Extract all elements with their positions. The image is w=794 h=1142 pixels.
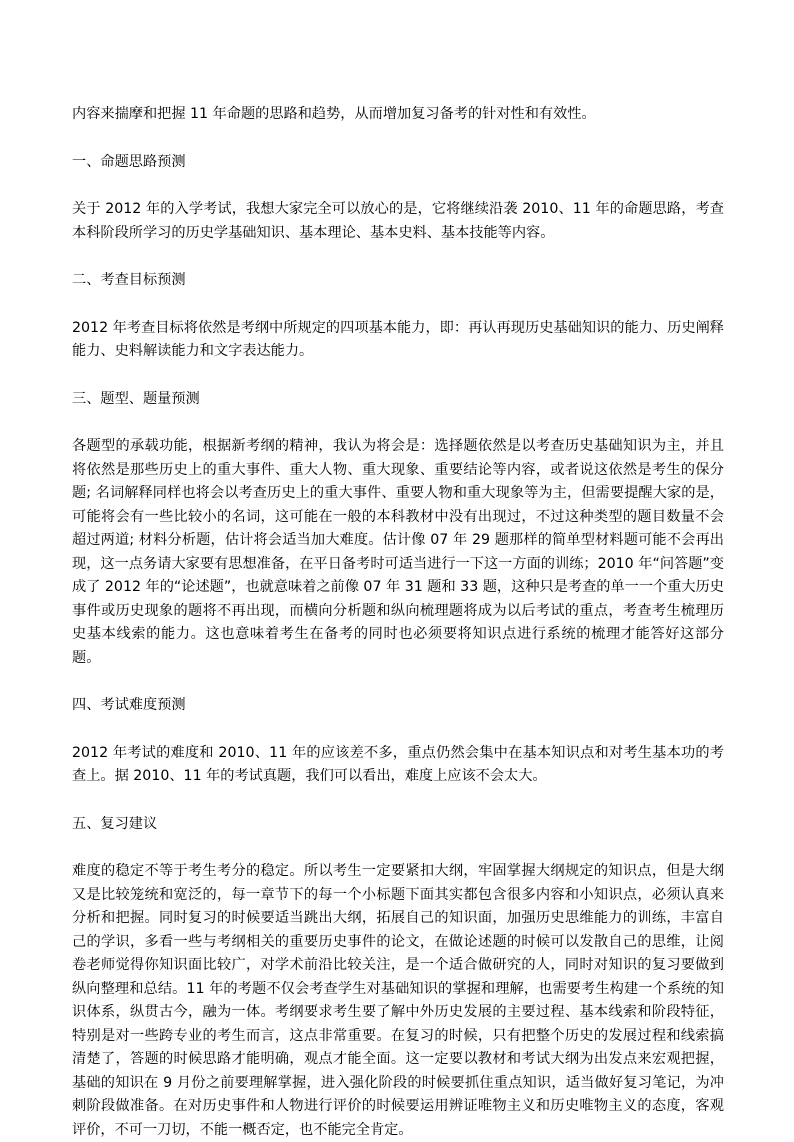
section-body-review-advice: 难度的稳定不等于考生考分的稳定。所以考生一定要紧扣大纲，牢固掌握大纲规定的知识点，但是大纲又是比较笼统和宽泛的，每一章节下的每一个小标题下面其实都包含很多内容和小知识点，必须认真来分析和把握。同时复习的时候要适当跳出大纲，拓展自己的知识面，加强历史思维能力的训练，丰富自己的学识，多看一些与考纲相关的重要历史事件的论文，在做论述题的时候可以发散自己的思维，让阅卷老师觉得你知识面比较广，对学术前沿比较关注，是一个适合做研究的人，同时对知识的复习要做到纵向整理和总结。11 年的考题不仅会考查学生对基础知识的掌握和理解，也需要考生构建一个系统的知识体系，纵贯古今，融为一体。考纲要求考生要了解中外历史发展的主要过程、基本线索和阶段特征，特别是对一些跨专业的考生而言，这点非常重要。在复习的时候，只有把整个历史的发展过程和线索搞清楚了，答题的时候思路才能明确，观点才能全面。这一定要以教材和考试大纲为出发点来宏观把握，基础的知识在 9 月份之前要理解掌握，进入强化阶段的时候要抓住重点知识，适当做好复习笔记，为冲刺阶段做准备。在对历史事件和人物进行评价的时候要运用辨证唯物主义和历史唯物主义的态度，客观评价，不可一刀切，不能一概否定，也不能完全肯定。: [72, 863, 724, 1138]
section-heading-question-types: 三、题型、题量预测: [72, 390, 200, 407]
section-body-objectives: 2012 年考查目标将依然是考纲中所规定的四项基本能力，即：再认再现历史基础知识的能力、历史阐释能力、史料解读能力和文字表达能力。: [72, 319, 724, 359]
section-heading-review-advice: 五、复习建议: [72, 815, 158, 832]
section-body-difficulty: 2012 年考试的难度和 2010、11 年的应该差不多，重点仍然会集中在基本知识点和对考生基本功的考查上。据 2010、11 年的考试真题，我们可以看出，难度上应该不会太大。: [72, 744, 724, 784]
section-body-question-types: 各题型的承载功能，根据新考纲的精神，我认为将会是：选择题依然是以考查历史基础知识为主，并且将依然是那些历史上的重大事件、重大人物、重大现象、重要结论等内容，或者说这依然是考生的保分题; 名词解释同样也将会以考查历史上的重大事件、重要人物和重大现象等为主，但需要提醒大家的是，可能将会有一些比较小的名词，这可能在一般的本科教材中没有出现过，不过这种类型的题目数量不会超过两道; 材料分析题，估计将会适当加大难度。估计像 07 年 29 题那样的简单型材料题可能不会再出现，这一点务请大家要有思想准备，在平日备考时可适当进行一下这一方面的训练；2010 年“问答题”变成了 2012 年的“论述题”，也就意味着之前像 07 年 31 题和 33 题，这种只是考查的单一一个重大历史事件或历史现象的题将不再出现，而横向分析题和纵向梳理题将成为以后考试的重点，考查考生梳理历史基本线索的能力。这也意味着考生在备考的同时也必须要将知识点进行系统的梳理才能答好这部分题。: [72, 438, 724, 666]
section-heading-objectives: 二、考查目标预测: [72, 272, 186, 288]
section-heading-proposition: 一、命题思路预测: [72, 153, 186, 170]
intro-paragraph: 内容来揣摩和把握 11 年命题的思路和趋势，从而增加复习备考的针对性和有效性。: [72, 106, 596, 122]
section-heading-difficulty: 四、考试难度预测: [72, 697, 186, 713]
section-body-proposition: 关于 2012 年的入学考试，我想大家完全可以放心的是，它将继续沿袭 2010、11 年的命题思路，考查本科阶段所学习的历史学基础知识、基本理论、基本史料、基本技能等内容。: [72, 201, 724, 241]
